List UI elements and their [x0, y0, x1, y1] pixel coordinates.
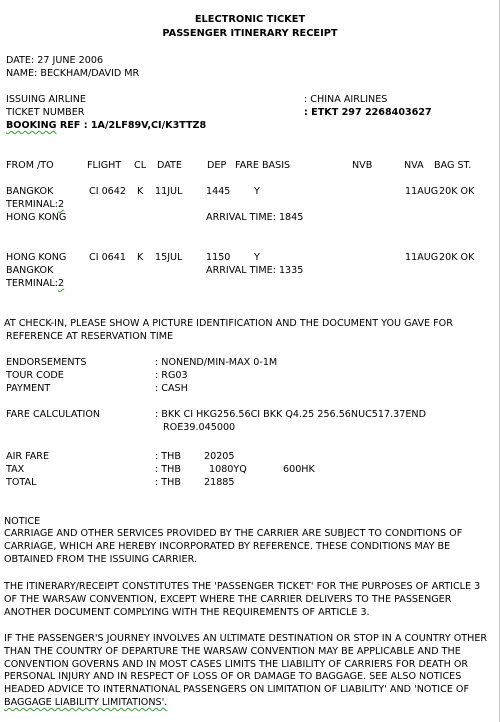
segment-2-date: 15JUL: [155, 252, 183, 263]
segment-2-fare-basis: Y: [254, 252, 260, 263]
segment-1-terminal: [6, 199, 64, 211]
booking-ref-value: 1A/2LF89V,CI/K3TTZ8: [87, 120, 207, 131]
fare-calculation-label: FARE CALCULATION: [6, 409, 101, 420]
ticket-number-label: TICKET NUMBER: [6, 107, 85, 118]
notice-paragraph-2: THE ITINERARY/RECEIPT CONSTITUTES THE 'PASSENGER TICKET' FOR THE PURPOSES OF ARTICLE 3 OF THE WARSAW CONVENTION, EXCEPT WHERE THE CARRIER DELIVERS TO THE PASSENGER ANOTHER DOCUMENT COMPLYING WITH THE REQUIREMENTS OF ARTICLE 3.: [4, 581, 481, 618]
segment-1-bag: 20K OK: [439, 186, 475, 197]
segment-2-terminal: [6, 278, 64, 290]
payment-label: PAYMENT: [6, 383, 51, 394]
issuing-airline-value: : CHINA AIRLINES: [304, 94, 388, 105]
segment-2-to: BANGKOK: [6, 265, 54, 276]
air-fare-label: AIR FARE: [6, 451, 50, 462]
col-header-nva: NVA: [404, 160, 424, 171]
col-header-from-to: FROM /TO: [6, 160, 54, 171]
booking-reference: [6, 120, 206, 132]
col-header-fare-basis: FARE BASIS: [235, 160, 291, 171]
segment-1-from: BANGKOK: [6, 186, 54, 197]
col-header-nvb: NVB: [352, 160, 373, 171]
segment-2-terminal-number: 2: [58, 278, 65, 289]
booking-ref-label: REF :: [56, 120, 88, 131]
document-subtitle: PASSENGER ITINERARY RECEIPT: [162, 28, 338, 39]
segment-1-terminal-label: TERMINAL:: [6, 199, 59, 210]
tax-amount-yq: 1080YQ: [209, 464, 247, 475]
checkin-note-line-2: REFERENCE AT RESERVATION TIME: [6, 331, 174, 342]
segment-2-dep: 1150: [206, 252, 231, 263]
document-title: ELECTRONIC TICKET: [194, 14, 306, 25]
ticket-number-value: : ETKT 297 2268403627: [304, 107, 432, 118]
segment-2-nva: 11AUG: [405, 252, 439, 263]
tour-code-value: : RG03: [155, 370, 188, 381]
checkin-note-line-1: AT CHECK-IN, PLEASE SHOW A PICTURE IDENTIFICATION AND THE DOCUMENT YOU GAVE FOR: [4, 318, 453, 329]
segment-2-class: K: [137, 252, 144, 263]
segment-1-arrival: ARRIVAL TIME: 1845: [206, 212, 304, 223]
notice-paragraph-3: [4, 633, 496, 710]
notice-title: NOTICE: [4, 516, 41, 527]
notice-paragraph-3-tail: BAGGAGE LIABILITY LIMITATIONS'.: [4, 696, 168, 708]
fare-calculation-roe: ROE39.045000: [163, 422, 236, 433]
segment-1-nva: 11AUG: [405, 186, 439, 197]
notice-paragraph-1: CARRIAGE AND OTHER SERVICES PROVIDED BY THE CARRIER ARE SUBJECT TO CONDITIONS OF CARRIAGE, WHICH ARE HEREBY INCORPORATED BY REFERENCE. THESE CONDITIONS MAY BE OBTAINED FROM THE ISSUING CARRIER.: [4, 528, 463, 565]
tax-label: TAX: [6, 464, 25, 475]
tax-currency: : THB: [155, 464, 181, 475]
segment-1-dep: 1445: [206, 186, 231, 197]
endorsements-value: : NONEND/MIN-MAX 0-1M: [155, 357, 278, 368]
col-header-class: CL: [134, 160, 147, 171]
issue-date: DATE: 27 JUNE 2006: [6, 55, 104, 66]
passenger-name: NAME: BECKHAM/DAVID MR: [6, 68, 140, 79]
segment-1-date: 11JUL: [155, 186, 183, 197]
segment-1-fare-basis: Y: [254, 186, 260, 197]
segment-1-flight: CI 0642: [89, 186, 126, 197]
issuing-airline-label: ISSUING AIRLINE: [6, 94, 86, 105]
endorsements-label: ENDORSEMENTS: [6, 357, 87, 368]
col-header-bag: BAG ST.: [434, 160, 472, 171]
fare-calculation-value: : BKK CI HKG256.56CI BKK Q4.25 256.56NUC517.37END: [155, 409, 426, 420]
notice-paragraph-3-text: IF THE PASSENGER'S JOURNEY INVOLVES AN ULTIMATE DESTINATION OR STOP IN A COUNTRY OTHER THAN THE COUNTRY OF DEPARTURE THE WARSAW CONVENTION MAY BE APPLICABLE AND THE CONVENTION GOVERNS AND IN MOST CASES LIMITS THE LIABILITY OF CARRIERS FOR DEATH OR PERSONAL INJURY AND IN RESPECT OF LOSS OF OR DAMAGE TO BAGGAGE. SEE ALSO NOTICES HEADED ADVICE TO INTERNATIONAL PASSENGERS ON LIMITATION OF LIABILITY' AND 'NOTICE OF: [4, 633, 488, 696]
col-header-date: DATE: [157, 160, 182, 171]
total-label: TOTAL: [6, 477, 37, 488]
segment-2-from: HONG KONG: [6, 252, 67, 263]
segment-2-terminal-label: TERMINAL:: [6, 278, 59, 289]
payment-value: : CASH: [155, 383, 188, 394]
tax-amount-hk: 600HK: [283, 464, 315, 475]
segment-1-terminal-number: 2: [58, 199, 65, 210]
col-header-dep: DEP: [207, 160, 227, 171]
segment-2-arrival: ARRIVAL TIME: 1335: [206, 265, 304, 276]
air-fare-amount: 20205: [204, 451, 235, 462]
col-header-flight: FLIGHT: [87, 160, 122, 171]
total-amount: 21885: [204, 477, 235, 488]
booking-label: BOOKING: [6, 120, 57, 131]
segment-2-bag: 20K OK: [439, 252, 475, 263]
segment-1-class: K: [137, 186, 144, 197]
air-fare-currency: : THB: [155, 451, 181, 462]
total-currency: : THB: [155, 477, 181, 488]
segment-2-flight: CI 0641: [89, 252, 126, 263]
tour-code-label: TOUR CODE: [6, 370, 64, 381]
segment-1-to: HONG KONG: [6, 212, 67, 223]
